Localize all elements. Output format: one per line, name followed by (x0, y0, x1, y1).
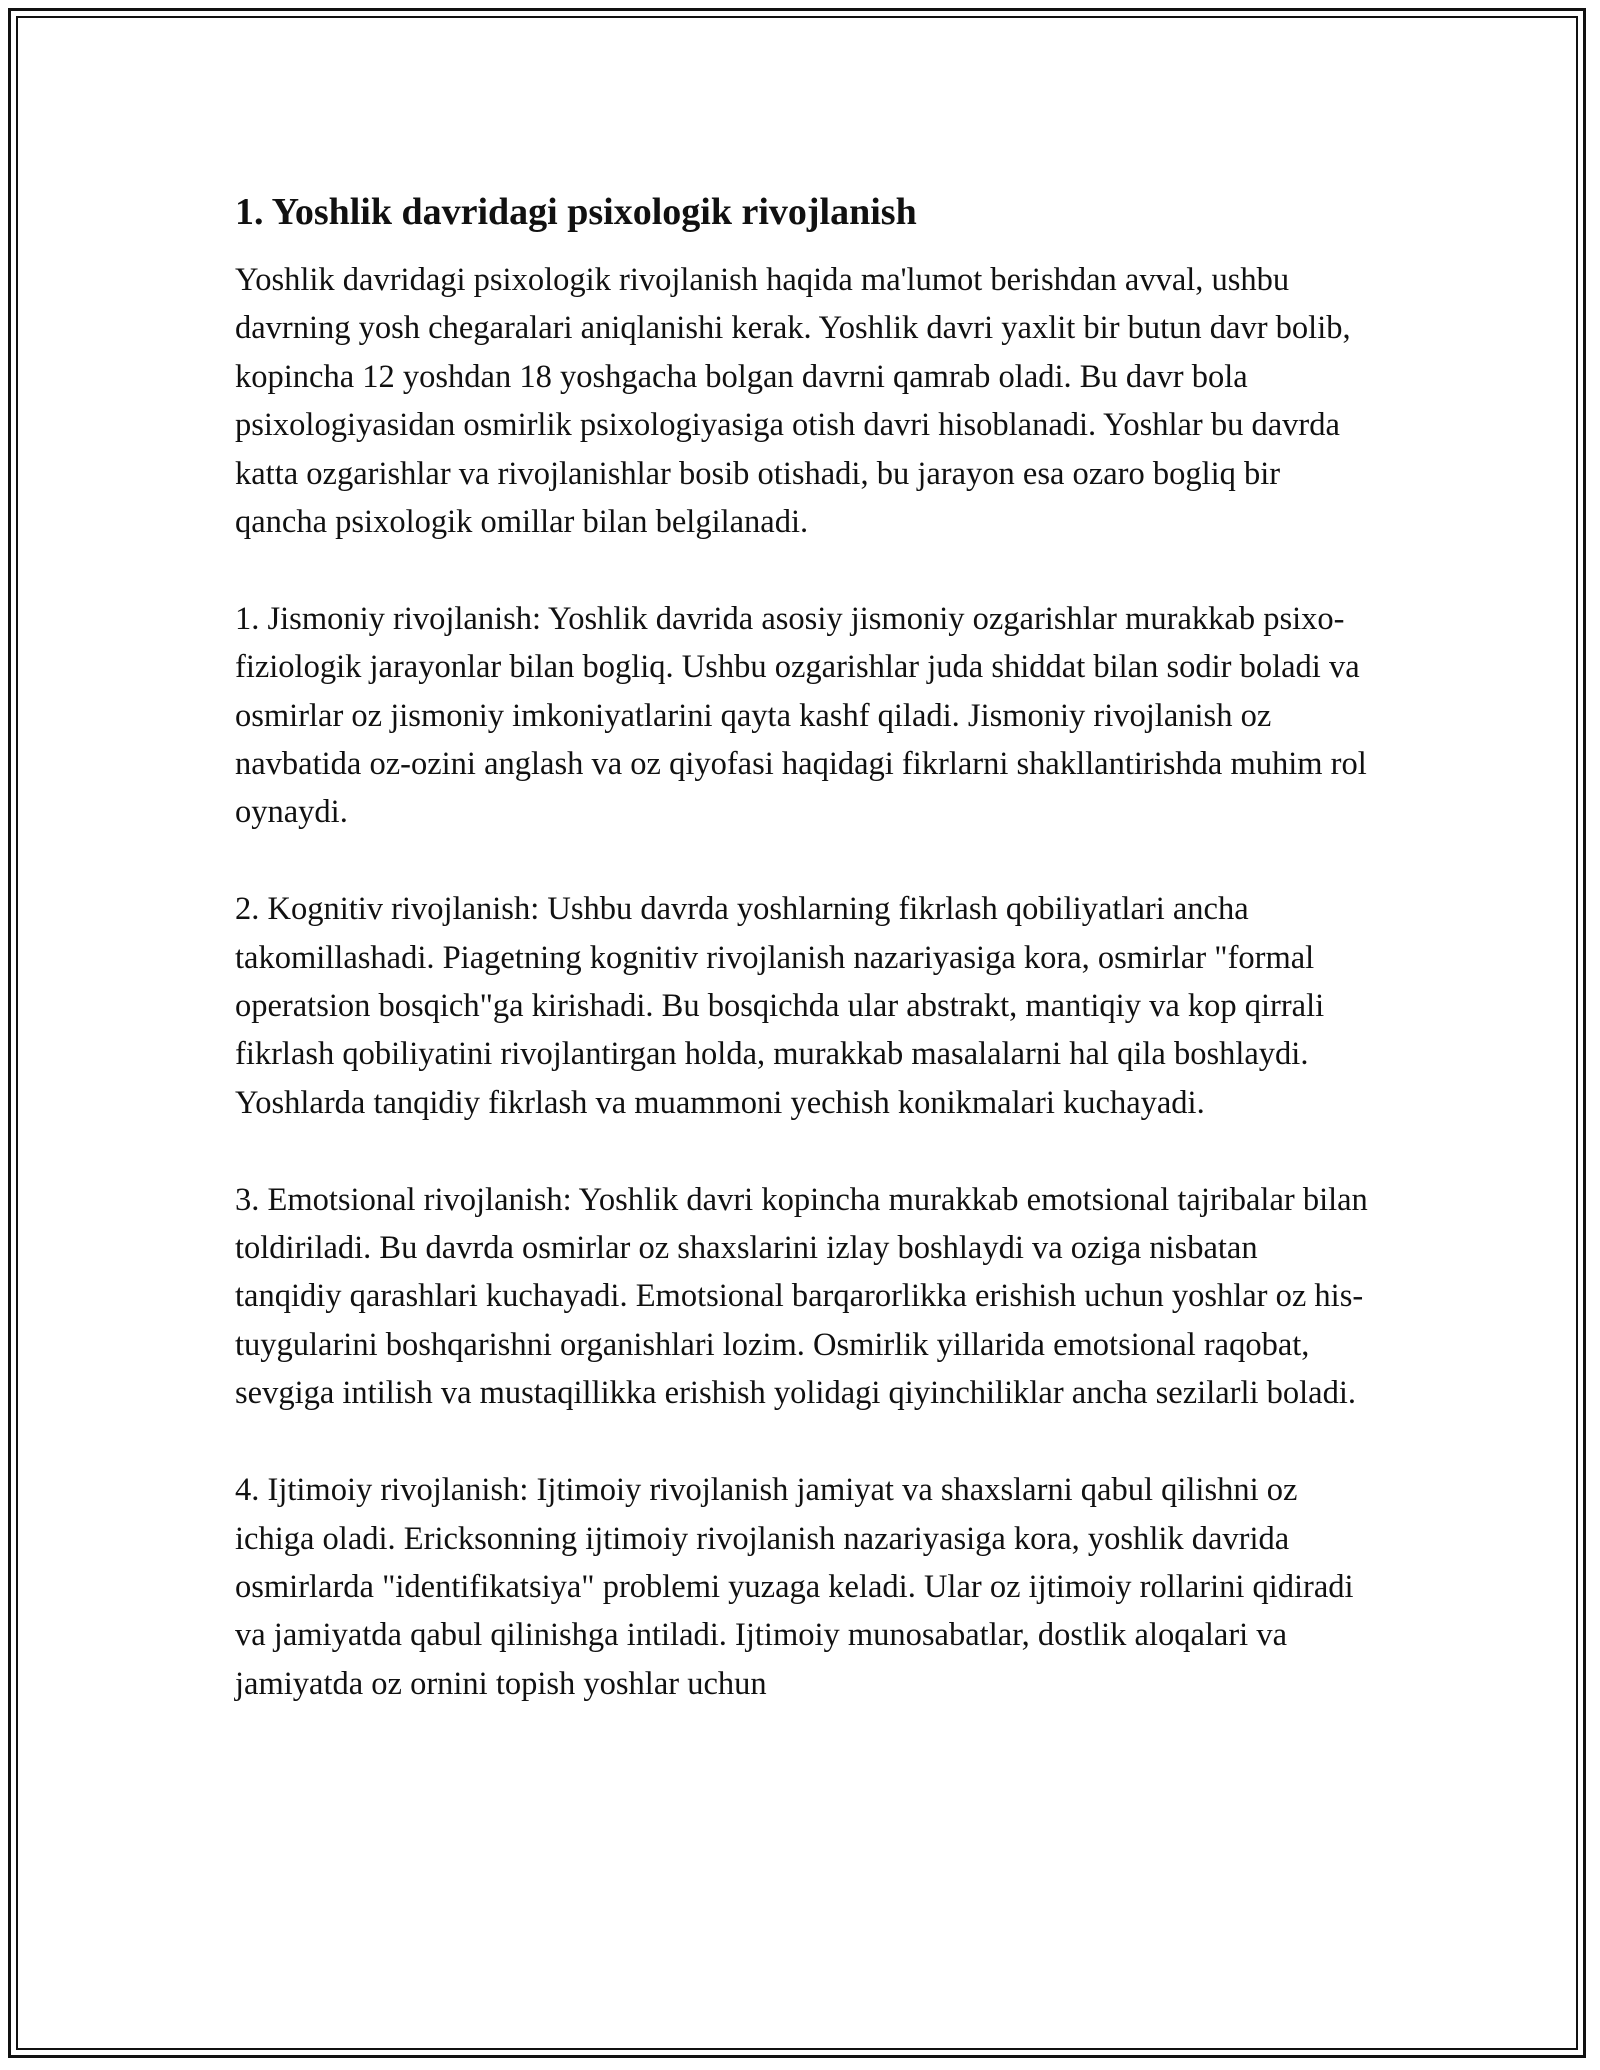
section-physical-development: 1. Jismoniy rivojlanish: Yoshlik davrida asosiy jismoniy ozgarishlar murakkab psixo-fiziologik jarayonlar bilan bogliq. Ushbu ozgarishlar juda shiddat bilan sodir boladi va osmirlar oz jismoniy imkoniyatlarini qayta kashf qiladi. Jismoniy rivojlanish oz navbatida oz-ozini anglash va oz qiyofasi haqidagi fikrlarni shakllantirishda muhim rol oynaydi. (235, 600, 1367, 831)
section-social-development: 4. Ijtimoiy rivojlanish: Ijtimoiy rivojlanish jamiyat va shaxslarni qabul qilishni oz ichiga oladi. Ericksonning ijtimoiy rivojlanish nazariyasiga kora, yoshlik davrida osmirlarda "identifikatsiya" problemi yuzaga keladi. Ular oz ijtimoiy rollarini qidiradi va jamiyatda qabul qilinishga intiladi. Ijtimoiy munosabatlar, dostlik aloqalari va jamiyatda oz ornini topish yoshlar uchun (235, 1472, 1354, 1702)
section-cognitive-development: 2. Kognitiv rivojlanish: Ushbu davrda yoshlarning fikrlash qobiliyatlari ancha takomillashadi. Piagetning kognitiv rivojlanish nazariyasiga kora, osmirlar "formal operatsion bosqich"ga kirishadi. Bu bosqichda ular abstrakt, mantiqiy va kop qirrali fikrlash qobiliyatini rivojlantirgan holda, murakkab masalalarni hal qila boshlaydi. Yoshlarda tanqidiy fikrlash va muammoni yechish konikmalari kuchayadi. (235, 891, 1325, 1121)
intro-paragraph: Yoshlik davridagi psixologik rivojlanish haqida ma'lumot berishdan avval, ushbu davrning yosh chegaralari aniqlanishi kerak. Yoshlik davri yaxlit bir butun davr bolib, kopincha 12 yoshdan 18 yoshgacha bolgan davrni qamrab oladi. Bu davr bola psixologiyasidan osmirlik psixologiyasiga otish davri hisoblanadi. Yoshlar bu davrda katta ozgarishlar va rivojlanishlar bosib otishadi, bu jarayon esa ozaro bogliq bir qancha psixologik omillar bilan belgilanadi. (235, 262, 1351, 541)
document-body (235, 186, 1370, 1708)
page-title: 1. Yoshlik davridagi psixologik rivojlanish (235, 191, 917, 233)
section-emotional-development: 3. Emotsional rivojlanish: Yoshlik davri kopincha murakkab emotsional tajribalar bilan toldiriladi. Bu davrda osmirlar oz shaxslarini izlay boshlaydi va oziga nisbatan tanqidiy qarashlari kuchayadi. Emotsional barqarorlikka erishish uchun yoshlar oz his-tuygularini boshqarishni organishlari lozim. Osmirlik yillarida emotsional raqobat, sevgiga intilish va mustaqillikka erishish yolidagi qiyinchiliklar ancha sezilarli boladi. (235, 1181, 1368, 1412)
